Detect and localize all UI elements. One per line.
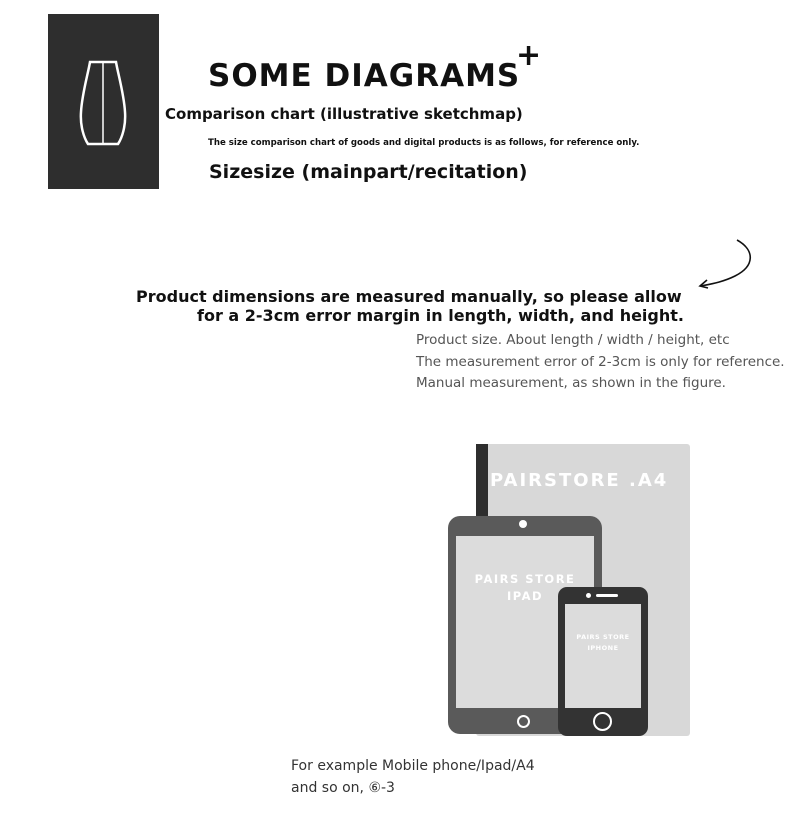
caption-line-1: For example Mobile phone/Ipad/A4 — [291, 758, 535, 774]
comparison-subtitle: Comparison chart (illustrative sketchmap) — [165, 105, 523, 123]
ipad-camera-icon — [519, 520, 527, 528]
note-line: Product size. About length / width / height, etc — [416, 332, 730, 348]
note-line: Manual measurement, as shown in the figure. — [416, 375, 726, 391]
measurement-notes — [416, 330, 785, 395]
vase-icon — [48, 14, 159, 189]
reference-note: The size comparison chart of goods and digital products is as follows, for reference only. — [208, 138, 640, 148]
example-caption — [291, 755, 535, 799]
ipad-label-line-1: PAIRS STORE — [474, 572, 576, 586]
iphone-speaker-icon — [596, 594, 618, 597]
ipad-home-button-icon — [517, 715, 530, 728]
iphone-screen — [565, 604, 641, 708]
iphone-home-button-icon — [593, 712, 612, 731]
disclaimer-line-1: Product dimensions are measured manually, so please allow — [136, 287, 682, 306]
page-title: SOME DIAGRAMS — [208, 58, 521, 94]
iphone-label-line-2: IPHONE — [587, 644, 619, 652]
size-heading: Sizesize (mainpart/recitation) — [209, 161, 528, 183]
caption-line-2: and so on, ⑥-3 — [291, 780, 395, 796]
a4-label: PAIRSTORE .A4 — [490, 470, 669, 491]
plus-icon: + — [516, 38, 542, 73]
curved-arrow-icon — [695, 236, 760, 292]
iphone-camera-icon — [586, 593, 591, 598]
measurement-disclaimer — [120, 287, 720, 325]
product-vase-image — [48, 14, 159, 189]
note-line: The measurement error of 2-3cm is only for reference. — [416, 353, 785, 370]
iphone-label-line-1: PAIRS STORE — [576, 633, 630, 641]
ipad-label-line-2: IPAD — [506, 589, 544, 603]
disclaimer-line-2: for a 2-3cm error margin in length, width, and height. — [197, 306, 684, 325]
iphone-label — [565, 632, 641, 654]
